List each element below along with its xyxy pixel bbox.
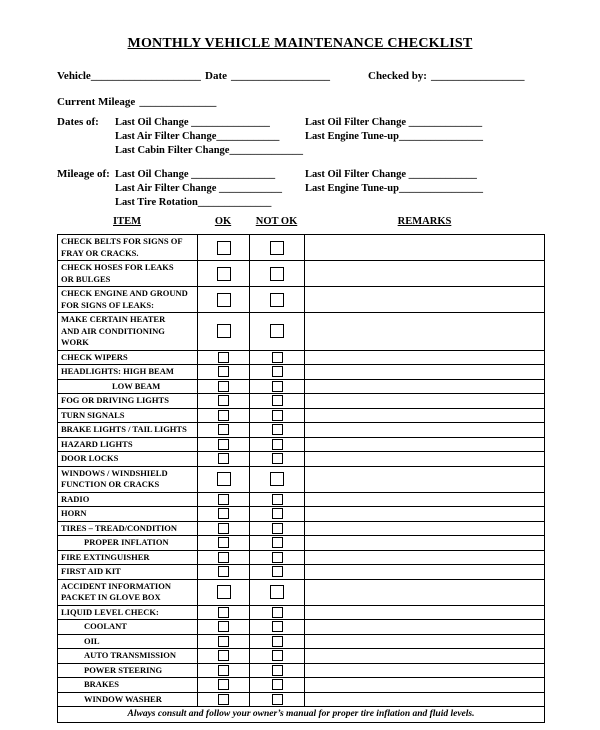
notok-cell: [250, 507, 305, 521]
item-label: WINDOW WASHER: [58, 693, 198, 707]
checked-by-label: Checked by:: [368, 70, 427, 82]
ok-checkbox[interactable]: [218, 694, 229, 705]
ok-cell: [198, 351, 250, 365]
item-label: CHECK HOSES FOR LEAKS OR BULGES: [58, 261, 198, 286]
current-mileage-field: [57, 92, 216, 110]
item-label: AUTO TRANSMISSION: [58, 649, 198, 663]
checklist-table: [57, 234, 545, 723]
table-row: [58, 409, 544, 424]
ok-cell: [198, 452, 250, 466]
notok-checkbox[interactable]: [272, 439, 283, 450]
ok-checkbox[interactable]: [218, 352, 229, 363]
notok-cell: [250, 452, 305, 466]
table-row: [58, 693, 544, 707]
table-row: [58, 678, 544, 693]
ok-cell: [198, 467, 250, 492]
remarks-cell[interactable]: [305, 452, 544, 466]
remarks-cell[interactable]: [305, 287, 544, 312]
remarks-cell[interactable]: [305, 365, 544, 379]
notok-cell: [250, 551, 305, 565]
notok-checkbox[interactable]: [270, 324, 284, 338]
item-label: FOG OR DRIVING LIGHTS: [58, 394, 198, 408]
notok-cell: [250, 693, 305, 707]
vehicle-field: [57, 66, 201, 83]
table-row: [58, 438, 544, 453]
dates-of-block: [57, 116, 545, 162]
remarks-cell[interactable]: [305, 565, 544, 579]
notok-checkbox[interactable]: [272, 537, 283, 548]
ok-cell: [198, 438, 250, 452]
remarks-cell[interactable]: [305, 409, 544, 423]
mileage-of-left: [115, 168, 282, 210]
notok-cell: [250, 649, 305, 663]
item-label: FIRST AID KIT: [58, 565, 198, 579]
checked-by-field: [368, 66, 524, 84]
ok-checkbox[interactable]: [217, 267, 231, 281]
notok-checkbox[interactable]: [272, 679, 283, 690]
notok-checkbox[interactable]: [272, 410, 283, 421]
not-ok-column-header: NOT OK: [255, 216, 298, 227]
ok-checkbox[interactable]: [218, 650, 229, 661]
table-row: [58, 635, 544, 650]
notok-cell: [250, 394, 305, 408]
table-row: [58, 606, 544, 621]
current-mileage-blank[interactable]: ______________: [139, 96, 217, 108]
table-row: [58, 649, 544, 664]
mileage-of-label: Mileage of:: [57, 168, 110, 180]
notok-cell: [250, 235, 305, 260]
ok-checkbox[interactable]: [218, 424, 229, 435]
table-footer-note: Always consult and follow your owner’s manual for proper tire inflation and fluid levels.: [58, 706, 544, 722]
dates-of-right: [305, 116, 483, 144]
notok-checkbox[interactable]: [270, 267, 284, 281]
table-row: [58, 493, 544, 508]
notok-cell: [250, 380, 305, 394]
ok-cell: [198, 235, 250, 260]
ok-checkbox[interactable]: [218, 636, 229, 647]
ok-checkbox[interactable]: [218, 537, 229, 548]
item-label: LOW BEAM: [58, 380, 198, 394]
ok-cell: [198, 635, 250, 649]
item-label: HAZARD LIGHTS: [58, 438, 198, 452]
notok-checkbox[interactable]: [272, 508, 283, 519]
item-label: CHECK ENGINE AND GROUND FOR SIGNS OF LEAKS:: [58, 287, 198, 312]
item-label: MAKE CERTAIN HEATER AND AIR CONDITIONING WORK: [58, 313, 198, 350]
item-label: BRAKE LIGHTS / TAIL LIGHTS: [58, 423, 198, 437]
notok-cell: [250, 620, 305, 634]
notok-checkbox[interactable]: [272, 621, 283, 632]
ok-cell: [198, 606, 250, 620]
ok-cell: [198, 620, 250, 634]
notok-cell: [250, 536, 305, 550]
remarks-cell[interactable]: [305, 493, 544, 507]
remarks-cell[interactable]: [305, 351, 544, 365]
ok-cell: [198, 261, 250, 286]
ok-checkbox[interactable]: [217, 472, 231, 486]
checklist-header-row: [57, 216, 545, 227]
item-label: TURN SIGNALS: [58, 409, 198, 423]
table-row: [58, 620, 544, 635]
notok-checkbox[interactable]: [272, 453, 283, 464]
ok-cell: [198, 580, 250, 605]
fill-in-line[interactable]: Last Oil Filter Change ______________: [305, 117, 483, 128]
notok-cell: [250, 438, 305, 452]
notok-cell: [250, 493, 305, 507]
table-row: [58, 467, 544, 493]
table-row: [58, 536, 544, 551]
item-label: TIRES – TREAD/CONDITION: [58, 522, 198, 536]
notok-checkbox[interactable]: [272, 381, 283, 392]
ok-cell: [198, 507, 250, 521]
notok-cell: [250, 423, 305, 437]
dates-of-label: Dates of:: [57, 116, 99, 128]
ok-checkbox[interactable]: [218, 523, 229, 534]
dates-of-left: [115, 116, 303, 158]
item-label: DOOR LOCKS: [58, 452, 198, 466]
notok-cell: [250, 287, 305, 312]
ok-checkbox[interactable]: [218, 552, 229, 563]
notok-cell: [250, 365, 305, 379]
remarks-cell[interactable]: [305, 423, 544, 437]
ok-checkbox[interactable]: [217, 585, 231, 599]
fill-in-line[interactable]: Last Oil Change ________________: [115, 169, 276, 180]
item-column-header: ITEM: [112, 216, 141, 227]
notok-checkbox[interactable]: [272, 494, 283, 505]
ok-cell: [198, 423, 250, 437]
notok-cell: [250, 580, 305, 605]
item-label: HORN: [58, 507, 198, 521]
ok-cell: [198, 365, 250, 379]
ok-cell: [198, 664, 250, 678]
ok-cell: [198, 693, 250, 707]
notok-checkbox[interactable]: [272, 636, 283, 647]
table-row: [58, 235, 544, 261]
ok-checkbox[interactable]: [218, 508, 229, 519]
ok-checkbox[interactable]: [218, 679, 229, 690]
item-label: LIQUID LEVEL CHECK:: [58, 606, 198, 620]
table-row: [58, 394, 544, 409]
fill-in-line[interactable]: Last Engine Tune-up________________: [305, 131, 483, 142]
item-label: OIL: [58, 635, 198, 649]
item-label: COOLANT: [58, 620, 198, 634]
notok-cell: [250, 351, 305, 365]
notok-checkbox[interactable]: [270, 241, 284, 255]
remarks-cell[interactable]: [305, 261, 544, 286]
table-row: [58, 423, 544, 438]
table-row: [58, 664, 544, 679]
item-label: PROPER INFLATION: [58, 536, 198, 550]
notok-cell: [250, 409, 305, 423]
item-label: CHECK BELTS FOR SIGNS OF FRAY OR CRACKS.: [58, 235, 198, 260]
notok-checkbox[interactable]: [272, 650, 283, 661]
ok-cell: [198, 551, 250, 565]
notok-cell: [250, 565, 305, 579]
table-row: [58, 351, 544, 366]
notok-checkbox[interactable]: [272, 352, 283, 363]
fill-in-line[interactable]: Last Oil Change _______________: [115, 117, 270, 128]
date-blank[interactable]: __________________: [231, 70, 330, 82]
notok-checkbox[interactable]: [270, 585, 284, 599]
ok-column-header: OK: [214, 216, 232, 227]
remarks-cell[interactable]: [305, 313, 544, 350]
notok-checkbox[interactable]: [272, 665, 283, 676]
item-label: CHECK WIPERS: [58, 351, 198, 365]
notok-checkbox[interactable]: [272, 523, 283, 534]
vehicle-label: Vehicle: [57, 70, 91, 82]
remarks-cell[interactable]: [305, 664, 544, 678]
ok-checkbox[interactable]: [218, 439, 229, 450]
ok-cell: [198, 409, 250, 423]
table-row: [58, 452, 544, 467]
notok-checkbox[interactable]: [272, 607, 283, 618]
remarks-cell[interactable]: [305, 693, 544, 707]
remarks-cell[interactable]: [305, 678, 544, 692]
ok-checkbox[interactable]: [217, 293, 231, 307]
table-row: [58, 261, 544, 287]
date-label: Date: [205, 70, 227, 82]
notok-cell: [250, 606, 305, 620]
remarks-cell[interactable]: [305, 649, 544, 663]
mileage-of-block: [57, 168, 545, 214]
remarks-cell[interactable]: [305, 507, 544, 521]
remarks-cell[interactable]: [305, 235, 544, 260]
remarks-cell[interactable]: [305, 536, 544, 550]
ok-checkbox[interactable]: [217, 324, 231, 338]
item-label: POWER STEERING: [58, 664, 198, 678]
current-mileage-label: Current Mileage: [57, 96, 136, 108]
notok-cell: [250, 664, 305, 678]
ok-cell: [198, 536, 250, 550]
notok-checkbox[interactable]: [272, 694, 283, 705]
notok-checkbox[interactable]: [272, 395, 283, 406]
ok-cell: [198, 394, 250, 408]
table-row: [58, 565, 544, 580]
table-row: [58, 507, 544, 522]
vehicle-blank[interactable]: ____________________: [90, 70, 201, 82]
ok-cell: [198, 493, 250, 507]
checklist-rows: [58, 235, 544, 706]
checked-by-blank[interactable]: _________________: [430, 70, 525, 82]
notok-checkbox[interactable]: [272, 566, 283, 577]
remarks-cell[interactable]: [305, 551, 544, 565]
remarks-cell[interactable]: [305, 635, 544, 649]
ok-checkbox[interactable]: [218, 607, 229, 618]
mileage-of-right: [305, 168, 483, 196]
fill-in-line[interactable]: Last Oil Filter Change _____________: [305, 169, 477, 180]
ok-cell: [198, 522, 250, 536]
item-label: BRAKES: [58, 678, 198, 692]
fill-in-line[interactable]: Last Air Filter Change ____________: [115, 183, 283, 194]
ok-cell: [198, 649, 250, 663]
remarks-cell[interactable]: [305, 606, 544, 620]
notok-cell: [250, 261, 305, 286]
ok-checkbox[interactable]: [218, 494, 229, 505]
table-row: [58, 365, 544, 380]
ok-checkbox[interactable]: [218, 410, 229, 421]
ok-cell: [198, 678, 250, 692]
page-title: MONTHLY VEHICLE MAINTENANCE CHECKLIST: [127, 36, 473, 51]
notok-checkbox[interactable]: [272, 366, 283, 377]
notok-cell: [250, 522, 305, 536]
remarks-cell[interactable]: [305, 522, 544, 536]
ok-checkbox[interactable]: [218, 453, 229, 464]
item-label: HEADLIGHTS: HIGH BEAM: [58, 365, 198, 379]
fill-in-line[interactable]: Last Air Filter Change____________: [115, 131, 280, 142]
fill-in-line[interactable]: Last Tire Rotation______________: [115, 197, 272, 208]
remarks-column-header: REMARKS: [397, 216, 452, 227]
notok-checkbox[interactable]: [272, 552, 283, 563]
ok-checkbox[interactable]: [218, 366, 229, 377]
table-row: [58, 380, 544, 395]
remarks-cell[interactable]: [305, 438, 544, 452]
date-field: [205, 66, 330, 84]
notok-cell: [250, 313, 305, 350]
notok-cell: [250, 467, 305, 492]
table-row: [58, 313, 544, 351]
ok-checkbox[interactable]: [218, 566, 229, 577]
ok-checkbox[interactable]: [217, 241, 231, 255]
ok-cell: [198, 313, 250, 350]
notok-checkbox[interactable]: [272, 424, 283, 435]
item-label: WINDOWS / WINDSHIELD FUNCTION OR CRACKS: [58, 467, 198, 492]
remarks-cell[interactable]: [305, 467, 544, 492]
table-row: [58, 522, 544, 537]
notok-cell: [250, 635, 305, 649]
remarks-cell[interactable]: [305, 380, 544, 394]
fill-in-line[interactable]: Last Engine Tune-up________________: [305, 183, 483, 194]
notok-checkbox[interactable]: [270, 293, 284, 307]
ok-checkbox[interactable]: [218, 395, 229, 406]
ok-checkbox[interactable]: [218, 381, 229, 392]
ok-checkbox[interactable]: [218, 665, 229, 676]
table-row: [58, 551, 544, 566]
ok-cell: [198, 287, 250, 312]
notok-checkbox[interactable]: [270, 472, 284, 486]
ok-checkbox[interactable]: [218, 621, 229, 632]
ok-cell: [198, 565, 250, 579]
remarks-cell[interactable]: [305, 394, 544, 408]
remarks-cell[interactable]: [305, 620, 544, 634]
header-fields-row: [57, 66, 545, 81]
item-label: FIRE EXTINGUISHER: [58, 551, 198, 565]
notok-cell: [250, 678, 305, 692]
item-label: ACCIDENT INFORMATION PACKET IN GLOVE BOX: [58, 580, 198, 605]
table-row: [58, 580, 544, 606]
remarks-cell[interactable]: [305, 580, 544, 605]
item-label: RADIO: [58, 493, 198, 507]
table-row: [58, 287, 544, 313]
ok-cell: [198, 380, 250, 394]
fill-in-line[interactable]: Last Cabin Filter Change______________: [115, 145, 303, 156]
